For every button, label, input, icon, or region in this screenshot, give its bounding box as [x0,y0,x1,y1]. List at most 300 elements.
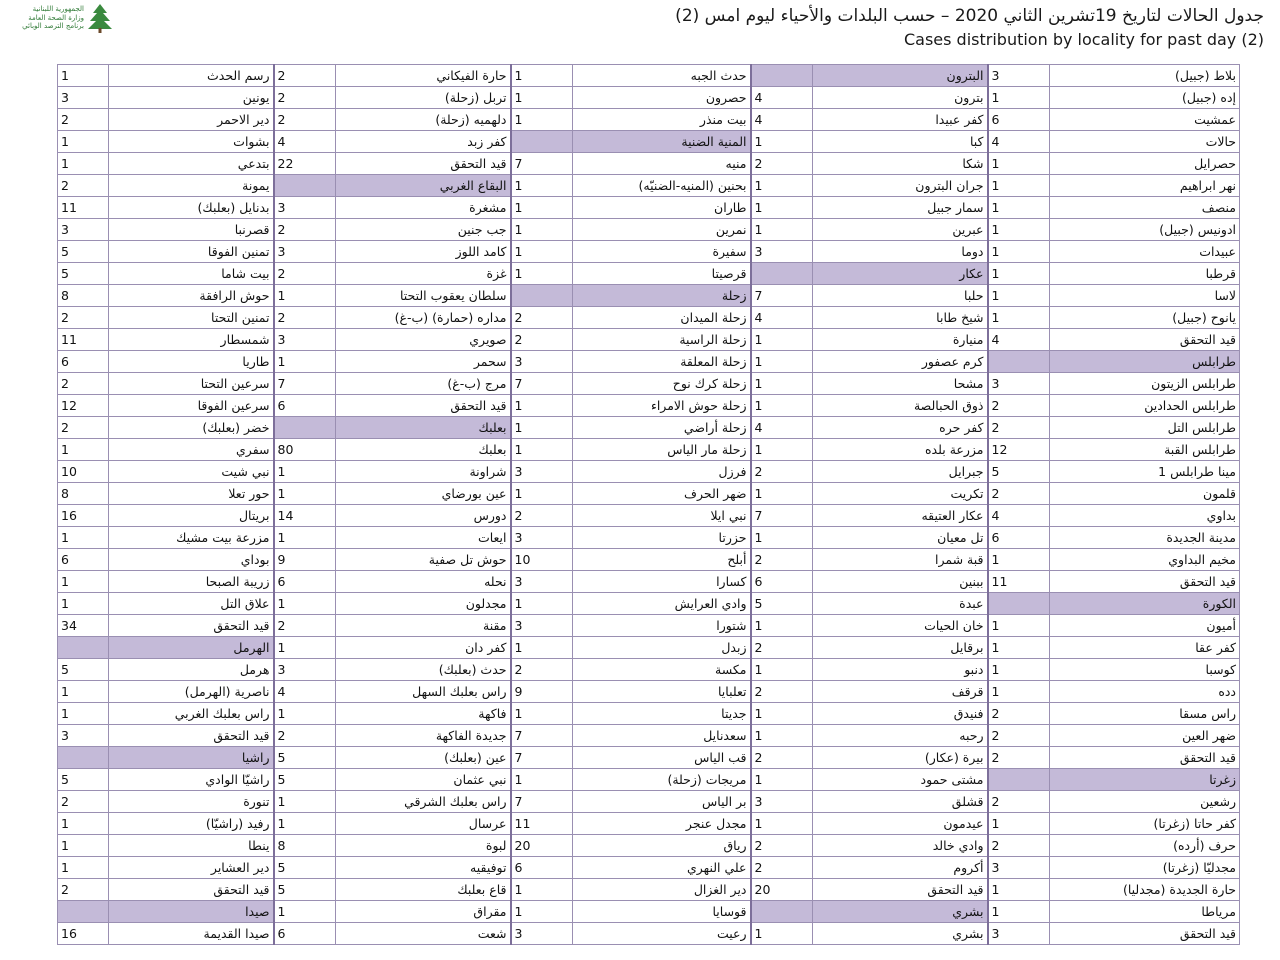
locality-name: سمار جبيل [813,197,988,219]
case-count: 2 [751,153,813,175]
locality-name: ينطا [109,835,274,857]
table-row [58,65,1240,87]
locality-name: قبة شمرا [813,549,988,571]
locality-name: تل معيان [813,527,988,549]
case-count: 9 [511,681,573,703]
case-count: 3 [511,923,573,945]
locality-name: قيد التحقق [109,725,274,747]
case-count: 8 [58,285,109,307]
locality-name: بلاط (جبيل) [1050,65,1240,87]
table-row [58,505,1240,527]
case-count: 7 [274,373,336,395]
locality-name: شراونة [336,461,511,483]
case-count: 2 [274,307,336,329]
case-count: 1 [751,373,813,395]
locality-name: مزرعة بيت مشيك [109,527,274,549]
locality-name: برقايل [813,637,988,659]
district-header: بعلبك [336,417,511,439]
locality-name: مدينة الجديدة [1050,527,1240,549]
locality-name: ضهر الحرف [573,483,751,505]
case-count: 1 [274,351,336,373]
case-count: 1 [751,725,813,747]
locality-name: حصرون [573,87,751,109]
locality-name: حارة الفيكاني [336,65,511,87]
locality-name: ادونيس (جبيل) [1050,219,1240,241]
locality-name: أكروم [813,857,988,879]
logo-line-2: وزارة الصحة العامة [28,13,84,22]
case-count: 5 [274,879,336,901]
table-row [58,483,1240,505]
case-count: 4 [751,87,813,109]
case-count: 5 [988,461,1050,483]
case-count: 3 [58,219,109,241]
locality-name: حور تعلا [109,483,274,505]
case-count: 6 [58,549,109,571]
table-row [58,351,1240,373]
case-count: 1 [511,87,573,109]
case-count: 1 [751,439,813,461]
locality-name: حدث الجبه [573,65,751,87]
locality-name: مكسة [573,659,751,681]
locality-name: قلمون [1050,483,1240,505]
table-row [58,373,1240,395]
case-count: 1 [988,901,1050,923]
locality-name: نحله [336,571,511,593]
case-count [751,263,813,285]
case-count: 3 [274,197,336,219]
district-header: راشيا [109,747,274,769]
locality-name: كبا [813,131,988,153]
table-row [58,153,1240,175]
case-count: 2 [988,703,1050,725]
case-count: 11 [988,571,1050,593]
locality-name: راشيّا الوادي [109,769,274,791]
case-count: 2 [274,109,336,131]
locality-name: طرابلس القبة [1050,439,1240,461]
locality-name: حلبا [813,285,988,307]
locality-name: رشعين [1050,791,1240,813]
district-header: زغرتا [1050,769,1240,791]
locality-name: شمسطار [109,329,274,351]
locality-name: دنبو [813,659,988,681]
table-row [58,197,1240,219]
locality-name: مينا طرابلس 1 [1050,461,1240,483]
case-count: 11 [58,197,109,219]
case-count: 9 [274,549,336,571]
table-row [58,835,1240,857]
locality-name: شيخ طابا [813,307,988,329]
locality-name: كرم عصفور [813,351,988,373]
locality-name: سلطان يعقوب التحتا [336,285,511,307]
case-count: 2 [58,791,109,813]
locality-name: بحنين (المنيه-الضنيّه) [573,175,751,197]
case-count: 3 [511,351,573,373]
table-row [58,439,1240,461]
table-row [58,307,1240,329]
case-count: 1 [58,65,109,87]
case-count: 1 [58,681,109,703]
case-count: 1 [751,329,813,351]
locality-name: مقنة [336,615,511,637]
case-count [58,637,109,659]
case-count: 1 [511,65,573,87]
case-count: 1 [58,527,109,549]
case-count: 1 [511,263,573,285]
case-count: 1 [58,571,109,593]
case-count: 1 [751,813,813,835]
case-count: 1 [751,615,813,637]
case-count: 1 [511,879,573,901]
case-count: 10 [511,549,573,571]
case-count: 10 [58,461,109,483]
table-row [58,175,1240,197]
locality-name: بعلبك [336,439,511,461]
case-count: 6 [58,351,109,373]
case-count: 3 [58,87,109,109]
locality-name: سعدنايل [573,725,751,747]
locality-name: فاكهة [336,703,511,725]
locality-name: ضهر العين [1050,725,1240,747]
locality-name: قيد التحقق [1050,923,1240,945]
case-count: 2 [274,725,336,747]
case-count: 3 [274,329,336,351]
case-count: 2 [511,659,573,681]
table-row [58,615,1240,637]
case-count: 2 [274,615,336,637]
case-count: 5 [58,659,109,681]
case-count: 1 [274,637,336,659]
locality-name: رسم الحدث [109,65,274,87]
table-row [58,879,1240,901]
table-row [58,857,1240,879]
case-count: 2 [988,791,1050,813]
case-count: 1 [988,153,1050,175]
case-count: 4 [751,417,813,439]
case-count: 5 [58,769,109,791]
locality-name: نبي شيت [109,461,274,483]
case-count: 1 [988,615,1050,637]
locality-name: بشوات [109,131,274,153]
case-count: 2 [988,395,1050,417]
locality-name: هرمل [109,659,274,681]
case-count: 3 [511,461,573,483]
case-count: 1 [58,131,109,153]
locality-name: حصرايل [1050,153,1240,175]
locality-name: رحبه [813,725,988,747]
locality-name: كفر دان [336,637,511,659]
locality-name: قشلق [813,791,988,813]
case-count: 3 [988,923,1050,945]
locality-name: عين (بعلبك) [336,747,511,769]
locality-name: حوش تل صفية [336,549,511,571]
case-count: 2 [988,417,1050,439]
table-row [58,285,1240,307]
locality-name: راس بعلبك الغربي [109,703,274,725]
table-row [58,923,1240,945]
locality-name: تكريت [813,483,988,505]
case-count: 3 [988,857,1050,879]
locality-name: زحلة كرك نوح [573,373,751,395]
locality-name: مزرعة بلده [813,439,988,461]
locality-name: بيت شاما [109,263,274,285]
case-count: 1 [751,395,813,417]
locality-name: زحلة حوش الامراء [573,395,751,417]
locality-name: كفر زبد [336,131,511,153]
locality-name: كفر حره [813,417,988,439]
locality-name: خضر (بعلبك) [109,417,274,439]
locality-name: منصف [1050,197,1240,219]
locality-name: مرج (ب-غ) [336,373,511,395]
locality-name: نبي ايلا [573,505,751,527]
locality-name: بدنايل (بعلبك) [109,197,274,219]
logo-line-3: برنامج الترصد الوبائي [22,22,84,30]
locality-name: خان الحيات [813,615,988,637]
locality-name: تنورة [109,791,274,813]
case-count: 1 [988,197,1050,219]
case-count: 1 [58,835,109,857]
locality-name: قيد التحقق [336,153,511,175]
case-count: 1 [58,703,109,725]
table-row [58,769,1240,791]
case-count [511,131,573,153]
locality-name: ايعات [336,527,511,549]
locality-name: أبلح [573,549,751,571]
locality-name: كوسبا [1050,659,1240,681]
table-row [58,329,1240,351]
case-count: 3 [511,527,573,549]
case-count: 6 [988,527,1050,549]
locality-name: راس مسقا [1050,703,1240,725]
table-row [58,659,1240,681]
locality-name: بيت منذر [573,109,751,131]
case-count: 1 [751,131,813,153]
case-count: 1 [988,219,1050,241]
case-count: 12 [58,395,109,417]
locality-name: تمنين التحتا [109,307,274,329]
locality-name: قيد التحقق [1050,747,1240,769]
case-count: 3 [751,241,813,263]
case-count: 6 [274,571,336,593]
case-count: 16 [58,505,109,527]
locality-name: مشتى حمود [813,769,988,791]
locality-name: وادي العرايش [573,593,751,615]
case-count: 1 [988,263,1050,285]
case-count [274,417,336,439]
locality-name: مجدليّا (زغرتا) [1050,857,1240,879]
locality-name: صيدا القديمة [109,923,274,945]
case-count: 6 [988,109,1050,131]
table-row [58,571,1240,593]
case-count: 80 [274,439,336,461]
case-count: 1 [58,153,109,175]
case-count: 6 [274,395,336,417]
case-count: 4 [274,681,336,703]
locality-name: زحلة الميدان [573,307,751,329]
locality-name: زريبة الصبحا [109,571,274,593]
locality-name: حارة الجديدة (مجدليا) [1050,879,1240,901]
locality-name: قوسايا [573,901,751,923]
case-count: 1 [988,175,1050,197]
case-count: 3 [511,571,573,593]
case-count: 2 [751,549,813,571]
case-count [751,901,813,923]
case-count: 5 [274,857,336,879]
case-count: 1 [511,901,573,923]
case-count: 20 [511,835,573,857]
table-row [58,417,1240,439]
district-header: الهرمل [109,637,274,659]
case-count: 2 [751,461,813,483]
locality-name: قيد التحقق [1050,571,1240,593]
locality-name: منيارة [813,329,988,351]
locality-name: قيد التحقق [813,879,988,901]
case-count: 20 [751,879,813,901]
case-count: 34 [58,615,109,637]
locality-name: عين بورضاي [336,483,511,505]
table-row [58,593,1240,615]
case-count: 1 [511,439,573,461]
case-count: 1 [511,417,573,439]
table-row [58,549,1240,571]
locality-name: سفيرة [573,241,751,263]
locality-name: حزرتا [573,527,751,549]
locality-name: قيد التحقق [336,395,511,417]
district-header: زحلة [573,285,751,307]
locality-name: ناصرية (الهرمل) [109,681,274,703]
case-count: 1 [274,593,336,615]
locality-name: كفر عقا [1050,637,1240,659]
locality-name: عبدة [813,593,988,615]
table-row [58,109,1240,131]
table-row [58,703,1240,725]
locality-name: علاق التل [109,593,274,615]
table-row [58,241,1240,263]
locality-name: قرقف [813,681,988,703]
case-count: 2 [988,835,1050,857]
case-count: 7 [511,747,573,769]
case-count: 6 [274,923,336,945]
case-count: 2 [751,747,813,769]
case-count [274,175,336,197]
locality-name: زحلة أراضي [573,417,751,439]
locality-name: تربل (زحلة) [336,87,511,109]
locality-name: ذوق الحبالصة [813,395,988,417]
case-count: 1 [988,549,1050,571]
case-count: 2 [58,175,109,197]
case-count [58,901,109,923]
locality-name: سرعين التحتا [109,373,274,395]
case-count: 2 [58,109,109,131]
locality-name: راس بعلبك الشرقي [336,791,511,813]
locality-name: طاريا [109,351,274,373]
case-count: 5 [751,593,813,615]
table-row [58,461,1240,483]
case-count: 2 [751,637,813,659]
case-count: 7 [751,285,813,307]
locality-name: زحلة مار الياس [573,439,751,461]
table-row [58,131,1240,153]
case-count: 2 [751,857,813,879]
locality-name: بشري [813,923,988,945]
case-count: 6 [511,857,573,879]
locality-name: سحمر [336,351,511,373]
case-count: 5 [58,263,109,285]
case-count: 1 [274,461,336,483]
case-count: 1 [58,439,109,461]
case-count: 3 [988,65,1050,87]
case-count: 1 [511,219,573,241]
district-header: عكار [813,263,988,285]
case-count: 1 [988,87,1050,109]
locality-name: بيرة (عكار) [813,747,988,769]
district-header: الكورة [1050,593,1240,615]
case-count: 7 [511,153,573,175]
case-count: 5 [58,241,109,263]
locality-name: أميون [1050,615,1240,637]
locality-name: قصرنبا [109,219,274,241]
case-count: 2 [988,747,1050,769]
case-count: 1 [511,703,573,725]
table-row [58,681,1240,703]
case-count: 1 [274,791,336,813]
case-count: 3 [274,241,336,263]
case-count: 2 [511,505,573,527]
locality-name: مجدل عنجر [573,813,751,835]
locality-name: قب الياس [573,747,751,769]
district-header: طرابلس [1050,351,1240,373]
case-count: 3 [511,615,573,637]
locality-name: إده (جبيل) [1050,87,1240,109]
case-count [988,593,1050,615]
locality-name: تمنين الفوقا [109,241,274,263]
locality-name: عبرين [813,219,988,241]
locality-name: عيدمون [813,813,988,835]
locality-name: دير العشاير [109,857,274,879]
case-count: 2 [58,417,109,439]
locality-name: نهر ابراهيم [1050,175,1240,197]
case-count: 16 [58,923,109,945]
case-count: 1 [751,483,813,505]
locality-name: قرصيتا [573,263,751,285]
table-row [58,637,1240,659]
locality-name: مداره (حمارة) (ب-غ) [336,307,511,329]
page-title-english: Cases distribution by locality for past day (2) [903,30,1264,49]
table-row [58,791,1240,813]
case-count: 1 [511,109,573,131]
table-row [58,747,1240,769]
locality-name: جب جنين [336,219,511,241]
cedar-icon [86,3,114,33]
locality-name: بر الياس [573,791,751,813]
locality-name: تعلبايا [573,681,751,703]
case-count: 1 [988,285,1050,307]
case-count: 5 [274,769,336,791]
locality-name: مشغرة [336,197,511,219]
case-count: 1 [511,197,573,219]
locality-name: دده [1050,681,1240,703]
locality-name: شكا [813,153,988,175]
case-count: 2 [274,263,336,285]
district-header: البترون [813,65,988,87]
locality-name: عكار العتيقه [813,505,988,527]
case-count: 1 [511,395,573,417]
locality-name: قرطبا [1050,263,1240,285]
locality-name: زبدل [573,637,751,659]
case-count: 2 [988,483,1050,505]
case-count: 1 [511,175,573,197]
case-count: 1 [751,175,813,197]
locality-name: قيد التحقق [109,879,274,901]
